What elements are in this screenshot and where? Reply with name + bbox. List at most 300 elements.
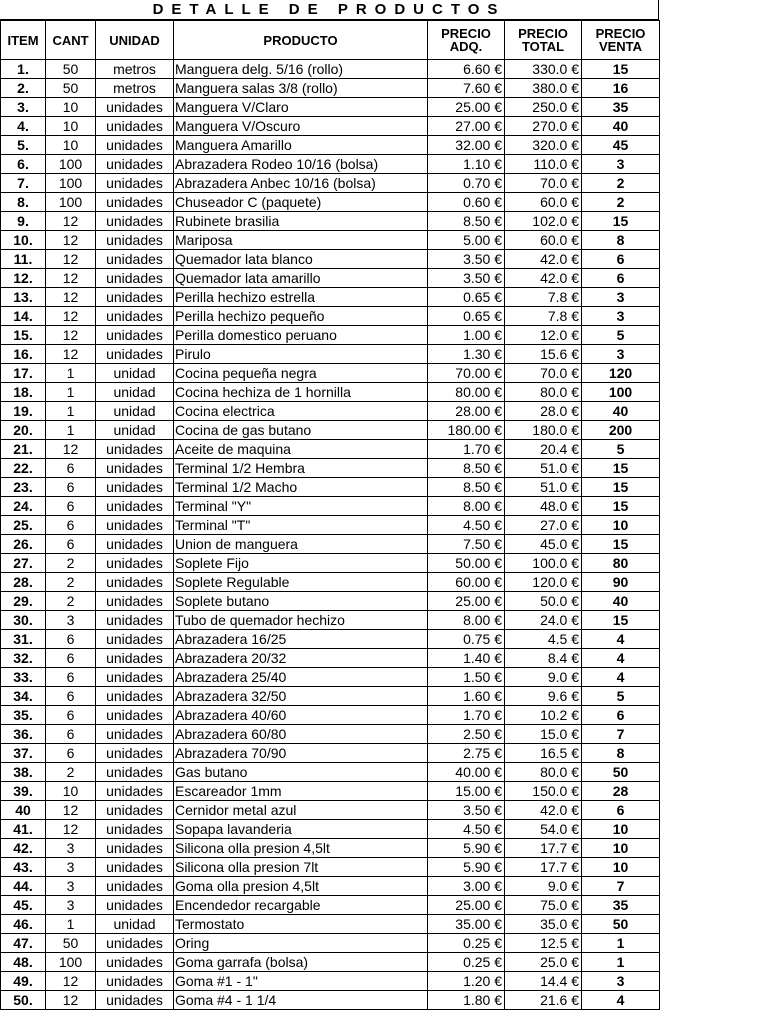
unidad-cell: unidades	[96, 459, 174, 478]
precio-adq-cell: 0.75 €	[428, 630, 505, 649]
precio-venta-cell: 15	[582, 459, 660, 478]
unidad-cell: unidades	[96, 991, 174, 1010]
precio-adq-cell: 5.90 €	[428, 839, 505, 858]
unidad-cell: unidades	[96, 326, 174, 345]
precio-adq-cell: 1.70 €	[428, 440, 505, 459]
precio-adq-cell: 70.00 €	[428, 364, 505, 383]
producto-cell: Soplete Regulable	[174, 573, 428, 592]
producto-cell: Abrazadera 60/80	[174, 725, 428, 744]
precio-venta-cell: 7	[582, 725, 660, 744]
cant-cell: 12	[46, 269, 96, 288]
producto-cell: Gas butano	[174, 763, 428, 782]
precio-adq-cell: 7.60 €	[428, 79, 505, 98]
precio-total-cell: 8.4 €	[505, 649, 582, 668]
item-cell: 38.	[1, 763, 46, 782]
table-row	[1, 934, 660, 953]
precio-venta-cell: 90	[582, 573, 660, 592]
precio-venta-cell: 120	[582, 364, 660, 383]
item-cell: 48.	[1, 953, 46, 972]
item-cell: 40	[1, 801, 46, 820]
table-row	[1, 782, 660, 801]
cant-cell: 6	[46, 687, 96, 706]
table-row	[1, 839, 660, 858]
precio-adq-cell: 32.00 €	[428, 136, 505, 155]
producto-cell: Quemador lata amarillo	[174, 269, 428, 288]
precio-total-cell: 270.0 €	[505, 117, 582, 136]
cant-cell: 6	[46, 668, 96, 687]
producto-cell: Sopapa lavanderia	[174, 820, 428, 839]
item-cell: 33.	[1, 668, 46, 687]
precio-adq-cell: 5.90 €	[428, 858, 505, 877]
producto-cell: Manguera Amarillo	[174, 136, 428, 155]
producto-cell: Perilla domestico peruano	[174, 326, 428, 345]
cant-cell: 6	[46, 630, 96, 649]
item-cell: 45.	[1, 896, 46, 915]
precio-venta-cell: 15	[582, 60, 660, 79]
precio-adq-cell: 35.00 €	[428, 915, 505, 934]
precio-adq-cell: 1.20 €	[428, 972, 505, 991]
producto-cell: Abrazadera 40/60	[174, 706, 428, 725]
precio-total-cell: 330.0 €	[505, 60, 582, 79]
header-precio-total-line2: TOTAL	[521, 39, 565, 54]
item-cell: 10.	[1, 231, 46, 250]
unidad-cell: metros	[96, 79, 174, 98]
precio-adq-cell: 4.50 €	[428, 820, 505, 839]
unidad-cell: unidades	[96, 801, 174, 820]
table-row	[1, 193, 660, 212]
precio-venta-cell: 50	[582, 763, 660, 782]
table-row	[1, 668, 660, 687]
precio-venta-cell: 200	[582, 421, 660, 440]
precio-venta-cell: 3	[582, 288, 660, 307]
precio-venta-cell: 10	[582, 820, 660, 839]
producto-cell: Cocina pequeña negra	[174, 364, 428, 383]
item-cell: 42.	[1, 839, 46, 858]
precio-total-cell: 17.7 €	[505, 858, 582, 877]
item-cell: 39.	[1, 782, 46, 801]
precio-adq-cell: 0.60 €	[428, 193, 505, 212]
item-cell: 25.	[1, 516, 46, 535]
precio-total-cell: 9.0 €	[505, 668, 582, 687]
precio-venta-cell: 6	[582, 250, 660, 269]
item-cell: 3.	[1, 98, 46, 117]
unidad-cell: unidades	[96, 839, 174, 858]
producto-cell: Silicona olla presion 7lt	[174, 858, 428, 877]
cant-cell: 12	[46, 972, 96, 991]
header-cant: CANT	[46, 21, 96, 60]
precio-adq-cell: 1.50 €	[428, 668, 505, 687]
cant-cell: 100	[46, 155, 96, 174]
table-row	[1, 687, 660, 706]
item-cell: 41.	[1, 820, 46, 839]
precio-total-cell: 110.0 €	[505, 155, 582, 174]
precio-total-cell: 75.0 €	[505, 896, 582, 915]
producto-cell: Terminal 1/2 Hembra	[174, 459, 428, 478]
item-cell: 35.	[1, 706, 46, 725]
item-cell: 34.	[1, 687, 46, 706]
precio-total-cell: 100.0 €	[505, 554, 582, 573]
table-row	[1, 60, 660, 79]
producto-cell: Abrazadera 20/32	[174, 649, 428, 668]
unidad-cell: unidades	[96, 668, 174, 687]
cant-cell: 10	[46, 117, 96, 136]
precio-total-cell: 20.4 €	[505, 440, 582, 459]
table-row	[1, 402, 660, 421]
cant-cell: 12	[46, 212, 96, 231]
table-row	[1, 117, 660, 136]
table-row	[1, 592, 660, 611]
table-row	[1, 744, 660, 763]
cant-cell: 2	[46, 573, 96, 592]
precio-total-cell: 51.0 €	[505, 478, 582, 497]
precio-adq-cell: 28.00 €	[428, 402, 505, 421]
cant-cell: 6	[46, 744, 96, 763]
cant-cell: 12	[46, 288, 96, 307]
header-item: ITEM	[1, 21, 46, 60]
unidad-cell: unidades	[96, 535, 174, 554]
item-cell: 12.	[1, 269, 46, 288]
table-row	[1, 307, 660, 326]
precio-adq-cell: 25.00 €	[428, 98, 505, 117]
precio-venta-cell: 35	[582, 98, 660, 117]
precio-venta-cell: 4	[582, 630, 660, 649]
producto-cell: Abrazadera Anbec 10/16 (bolsa)	[174, 174, 428, 193]
unidad-cell: unidades	[96, 630, 174, 649]
precio-venta-cell: 50	[582, 915, 660, 934]
precio-venta-cell: 3	[582, 307, 660, 326]
precio-total-cell: 21.6 €	[505, 991, 582, 1010]
item-cell: 4.	[1, 117, 46, 136]
producto-cell: Cocina hechiza de 1 hornilla	[174, 383, 428, 402]
unidad-cell: unidades	[96, 231, 174, 250]
precio-venta-cell: 15	[582, 611, 660, 630]
item-cell: 6.	[1, 155, 46, 174]
table-row	[1, 79, 660, 98]
precio-adq-cell: 1.40 €	[428, 649, 505, 668]
table-row	[1, 288, 660, 307]
table-row	[1, 535, 660, 554]
item-cell: 9.	[1, 212, 46, 231]
table-row	[1, 953, 660, 972]
cant-cell: 3	[46, 611, 96, 630]
cant-cell: 3	[46, 858, 96, 877]
cant-cell: 1	[46, 383, 96, 402]
unidad-cell: unidades	[96, 155, 174, 174]
precio-venta-cell: 15	[582, 478, 660, 497]
unidad-cell: metros	[96, 60, 174, 79]
unidad-cell: unidades	[96, 98, 174, 117]
table-row	[1, 573, 660, 592]
producto-cell: Abrazadera 70/90	[174, 744, 428, 763]
producto-cell: Goma garrafa (bolsa)	[174, 953, 428, 972]
table-row	[1, 269, 660, 288]
header-precio-venta-line1: PRECIO	[595, 26, 646, 41]
producto-cell: Manguera salas 3/8 (rollo)	[174, 79, 428, 98]
producto-cell: Pirulo	[174, 345, 428, 364]
precio-venta-cell: 80	[582, 554, 660, 573]
cant-cell: 3	[46, 896, 96, 915]
precio-total-cell: 15.0 €	[505, 725, 582, 744]
producto-cell: Abrazadera 16/25	[174, 630, 428, 649]
producto-cell: Soplete Fijo	[174, 554, 428, 573]
cant-cell: 1	[46, 364, 96, 383]
precio-venta-cell: 5	[582, 687, 660, 706]
item-cell: 11.	[1, 250, 46, 269]
producto-cell: Abrazadera Rodeo 10/16 (bolsa)	[174, 155, 428, 174]
item-cell: 20.	[1, 421, 46, 440]
item-cell: 26.	[1, 535, 46, 554]
producto-cell: Terminal 1/2 Macho	[174, 478, 428, 497]
precio-adq-cell: 1.80 €	[428, 991, 505, 1010]
header-precio-venta	[582, 21, 660, 60]
unidad-cell: unidades	[96, 516, 174, 535]
unidad-cell: unidades	[96, 117, 174, 136]
cant-cell: 12	[46, 991, 96, 1010]
producto-cell: Terminal "Y"	[174, 497, 428, 516]
producto-cell: Goma olla presion 4,5lt	[174, 877, 428, 896]
unidad-cell: unidades	[96, 250, 174, 269]
precio-adq-cell: 50.00 €	[428, 554, 505, 573]
precio-total-cell: 50.0 €	[505, 592, 582, 611]
table-row	[1, 383, 660, 402]
header-producto: PRODUCTO	[174, 21, 428, 60]
table-row	[1, 972, 660, 991]
cant-cell: 6	[46, 497, 96, 516]
item-cell: 23.	[1, 478, 46, 497]
unidad-cell: unidades	[96, 877, 174, 896]
cant-cell: 12	[46, 307, 96, 326]
cant-cell: 12	[46, 440, 96, 459]
precio-total-cell: 60.0 €	[505, 193, 582, 212]
precio-total-cell: 102.0 €	[505, 212, 582, 231]
cant-cell: 12	[46, 820, 96, 839]
precio-adq-cell: 3.50 €	[428, 250, 505, 269]
producto-cell: Termostato	[174, 915, 428, 934]
unidad-cell: unidades	[96, 573, 174, 592]
precio-total-cell: 51.0 €	[505, 459, 582, 478]
unidad-cell: unidad	[96, 402, 174, 421]
table-row	[1, 516, 660, 535]
item-cell: 24.	[1, 497, 46, 516]
precio-total-cell: 150.0 €	[505, 782, 582, 801]
table-row	[1, 250, 660, 269]
table-row	[1, 649, 660, 668]
precio-adq-cell: 8.50 €	[428, 478, 505, 497]
precio-total-cell: 80.0 €	[505, 763, 582, 782]
precio-total-cell: 250.0 €	[505, 98, 582, 117]
precio-venta-cell: 4	[582, 668, 660, 687]
unidad-cell: unidades	[96, 288, 174, 307]
precio-adq-cell: 5.00 €	[428, 231, 505, 250]
cant-cell: 12	[46, 250, 96, 269]
precio-total-cell: 25.0 €	[505, 953, 582, 972]
precio-total-cell: 4.5 €	[505, 630, 582, 649]
precio-adq-cell: 1.10 €	[428, 155, 505, 174]
precio-venta-cell: 5	[582, 440, 660, 459]
producto-cell: Goma #4 - 1 1/4	[174, 991, 428, 1010]
precio-total-cell: 45.0 €	[505, 535, 582, 554]
producto-cell: Perilla hechizo pequeño	[174, 307, 428, 326]
precio-venta-cell: 15	[582, 535, 660, 554]
precio-venta-cell: 6	[582, 801, 660, 820]
producto-cell: Cocina de gas butano	[174, 421, 428, 440]
item-cell: 18.	[1, 383, 46, 402]
item-cell: 36.	[1, 725, 46, 744]
precio-total-cell: 28.0 €	[505, 402, 582, 421]
table-row	[1, 136, 660, 155]
producto-cell: Manguera V/Claro	[174, 98, 428, 117]
precio-adq-cell: 60.00 €	[428, 573, 505, 592]
precio-adq-cell: 3.00 €	[428, 877, 505, 896]
item-cell: 50.	[1, 991, 46, 1010]
producto-cell: Chuseador C (paquete)	[174, 193, 428, 212]
precio-venta-cell: 45	[582, 136, 660, 155]
precio-total-cell: 70.0 €	[505, 364, 582, 383]
precio-adq-cell: 0.65 €	[428, 288, 505, 307]
producto-cell: Escareador 1mm	[174, 782, 428, 801]
precio-total-cell: 180.0 €	[505, 421, 582, 440]
cant-cell: 6	[46, 459, 96, 478]
unidad-cell: unidades	[96, 649, 174, 668]
precio-venta-cell: 6	[582, 706, 660, 725]
precio-adq-cell: 0.65 €	[428, 307, 505, 326]
unidad-cell: unidades	[96, 269, 174, 288]
unidad-cell: unidades	[96, 744, 174, 763]
table-row	[1, 364, 660, 383]
cant-cell: 50	[46, 934, 96, 953]
precio-venta-cell: 16	[582, 79, 660, 98]
item-cell: 15.	[1, 326, 46, 345]
item-cell: 49.	[1, 972, 46, 991]
table-row	[1, 915, 660, 934]
cant-cell: 10	[46, 98, 96, 117]
precio-venta-cell: 8	[582, 231, 660, 250]
unidad-cell: unidades	[96, 934, 174, 953]
cant-cell: 10	[46, 136, 96, 155]
unidad-cell: unidades	[96, 763, 174, 782]
header-precio-adq-line1: PRECIO	[441, 26, 491, 41]
item-cell: 16.	[1, 345, 46, 364]
cant-cell: 100	[46, 953, 96, 972]
precio-total-cell: 9.0 €	[505, 877, 582, 896]
cant-cell: 12	[46, 801, 96, 820]
unidad-cell: unidades	[96, 307, 174, 326]
precio-adq-cell: 0.70 €	[428, 174, 505, 193]
precio-total-cell: 27.0 €	[505, 516, 582, 535]
table-body	[1, 60, 660, 1010]
producto-cell: Cernidor metal azul	[174, 801, 428, 820]
precio-total-cell: 15.6 €	[505, 345, 582, 364]
header-unidad: UNIDAD	[96, 21, 174, 60]
item-cell: 31.	[1, 630, 46, 649]
item-cell: 44.	[1, 877, 46, 896]
producto-cell: Quemador lata blanco	[174, 250, 428, 269]
unidad-cell: unidades	[96, 782, 174, 801]
cant-cell: 2	[46, 592, 96, 611]
precio-adq-cell: 180.00 €	[428, 421, 505, 440]
table-row	[1, 155, 660, 174]
table-row	[1, 231, 660, 250]
item-cell: 30.	[1, 611, 46, 630]
precio-venta-cell: 2	[582, 193, 660, 212]
table-row	[1, 497, 660, 516]
cant-cell: 2	[46, 763, 96, 782]
producto-cell: Perilla hechizo estrella	[174, 288, 428, 307]
item-cell: 17.	[1, 364, 46, 383]
precio-adq-cell: 15.00 €	[428, 782, 505, 801]
precio-adq-cell: 1.70 €	[428, 706, 505, 725]
unidad-cell: unidades	[96, 896, 174, 915]
unidad-cell: unidades	[96, 858, 174, 877]
precio-adq-cell: 40.00 €	[428, 763, 505, 782]
unidad-cell: unidades	[96, 478, 174, 497]
item-cell: 27.	[1, 554, 46, 573]
producto-cell: Encendedor recargable	[174, 896, 428, 915]
sheet-title: DETALLE DE PRODUCTOS	[0, 0, 659, 20]
table-row	[1, 820, 660, 839]
table-row	[1, 896, 660, 915]
precio-total-cell: 16.5 €	[505, 744, 582, 763]
producto-cell: Goma #1 - 1"	[174, 972, 428, 991]
item-cell: 19.	[1, 402, 46, 421]
producto-cell: Abrazadera 25/40	[174, 668, 428, 687]
precio-total-cell: 80.0 €	[505, 383, 582, 402]
cant-cell: 100	[46, 193, 96, 212]
precio-venta-cell: 10	[582, 839, 660, 858]
item-cell: 32.	[1, 649, 46, 668]
products-table	[0, 20, 660, 1010]
unidad-cell: unidades	[96, 725, 174, 744]
header-precio-venta-line2: VENTA	[598, 39, 643, 54]
item-cell: 1.	[1, 60, 46, 79]
precio-venta-cell: 15	[582, 497, 660, 516]
producto-cell: Oring	[174, 934, 428, 953]
header-precio-total	[505, 21, 582, 60]
item-cell: 14.	[1, 307, 46, 326]
table-row	[1, 459, 660, 478]
table-row	[1, 440, 660, 459]
cant-cell: 6	[46, 649, 96, 668]
precio-adq-cell: 1.60 €	[428, 687, 505, 706]
precio-total-cell: 9.6 €	[505, 687, 582, 706]
producto-cell: Cocina electrica	[174, 402, 428, 421]
header-precio-adq-line2: ADQ.	[449, 39, 483, 54]
precio-total-cell: 60.0 €	[505, 231, 582, 250]
producto-cell: Soplete butano	[174, 592, 428, 611]
precio-adq-cell: 0.25 €	[428, 934, 505, 953]
table-row	[1, 554, 660, 573]
precio-venta-cell: 40	[582, 117, 660, 136]
precio-venta-cell: 3	[582, 972, 660, 991]
precio-total-cell: 35.0 €	[505, 915, 582, 934]
precio-venta-cell: 40	[582, 592, 660, 611]
table-row	[1, 212, 660, 231]
unidad-cell: unidad	[96, 915, 174, 934]
cant-cell: 6	[46, 535, 96, 554]
producto-cell: Union de manguera	[174, 535, 428, 554]
precio-venta-cell: 1	[582, 953, 660, 972]
header-precio-adq	[428, 21, 505, 60]
unidad-cell: unidades	[96, 687, 174, 706]
unidad-cell: unidades	[96, 212, 174, 231]
table-row	[1, 725, 660, 744]
producto-cell: Terminal "T"	[174, 516, 428, 535]
table-row	[1, 98, 660, 117]
precio-adq-cell: 1.30 €	[428, 345, 505, 364]
precio-total-cell: 7.8 €	[505, 307, 582, 326]
precio-venta-cell: 10	[582, 516, 660, 535]
precio-adq-cell: 8.50 €	[428, 212, 505, 231]
